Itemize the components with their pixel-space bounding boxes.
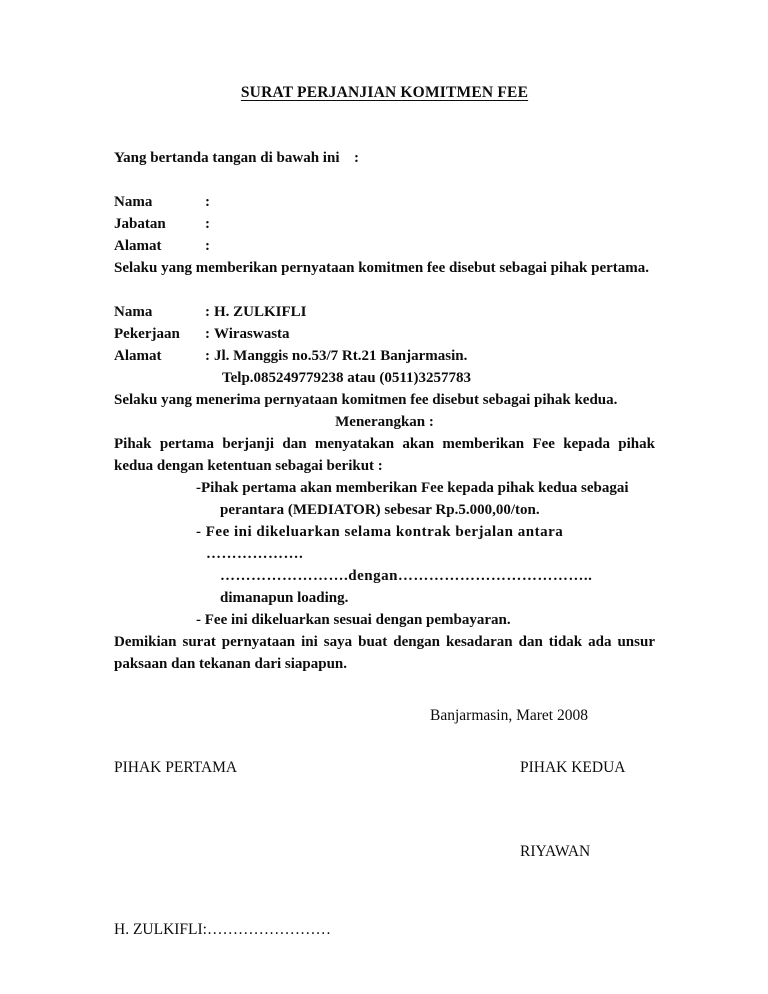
second-party-fields [114,301,655,389]
second-party-role-statement: Selaku yang menerima pernyataan komitmen fee disebut sebagai pihak kedua. [114,391,618,408]
field-separator: : [205,325,210,342]
clause-item [196,521,655,609]
clause-continuation: …………………….dengan……………………………….. [220,567,593,584]
field-separator: : [205,347,210,364]
field-separator: : [205,237,210,254]
field-label: Nama [114,303,153,320]
field-value: Wiraswasta [214,325,290,342]
field-separator: : [205,215,210,232]
field-value: H. ZULKIFLI [214,303,307,320]
intro-line [114,147,655,169]
field-separator: : [205,193,210,210]
clause-continuation-2: dimanapun loading. [220,589,349,606]
declaration-lead: Pihak pertama berjanji dan menyatakan akan memberikan Fee kepada pihak kedua dengan ketentuan sebagai berikut : [114,435,655,474]
field-row [114,213,655,235]
clause-continuation: perantara (MEDIATOR) sebesar Rp.5.000,00/ton. [220,501,540,518]
field-label: Alamat [114,347,162,364]
declaration-heading: Menerangkan : [335,413,434,430]
field-separator: : [205,303,210,320]
place-and-date: Banjarmasin, Maret 2008 [430,706,588,724]
second-party-signature-name: RIYAWAN [520,842,591,860]
second-party-heading: PIHAK KEDUA [520,758,626,776]
signature-headings [114,757,655,779]
field-label: Alamat [114,237,162,254]
field-row [114,323,655,345]
first-party-role-statement: Selaku yang memberikan pernyataan komitmen fee disebut sebagai pihak pertama. [114,259,650,276]
address-line-2: Telp.085249779238 atau (0511)3257783 [222,369,472,386]
first-party-heading: PIHAK PERTAMA [114,758,238,776]
first-party-fields [114,191,655,257]
field-row [114,191,655,213]
clause-item [196,609,655,631]
field-row [114,345,655,367]
clause-text: - Fee ini dikeluarkan selama kontrak berjalan antara ………………. [196,523,564,562]
field-label: Nama [114,193,153,210]
declaration-closing: Demikian surat pernyataan ini saya buat dengan kesadaran dan tidak ada unsur paksaan dan tekanan dari siapapun. [114,633,655,672]
spacer [114,279,655,301]
clause-list [114,477,655,631]
clause-item [196,477,655,521]
clause-text: - Fee ini dikeluarkan sesuai dengan pembayaran. [196,611,511,628]
field-row [114,301,655,323]
field-row [114,235,655,257]
intro-separator: : [354,149,359,166]
field-label: Pekerjaan [114,325,180,342]
document-body [114,84,655,941]
field-label: Jabatan [114,215,166,232]
intro-label: Yang bertanda tangan di bawah ini [114,149,340,166]
field-value: Jl. Manggis no.53/7 Rt.21 Banjarmasin. [214,347,468,364]
first-party-signature-name: H. ZULKIFLI:…………………… [114,920,331,938]
clause-text: -Pihak pertama akan memberikan Fee kepada pihak kedua sebagai [196,479,629,496]
document-title: SURAT PERJANJIAN KOMITMEN FEE [240,84,529,101]
